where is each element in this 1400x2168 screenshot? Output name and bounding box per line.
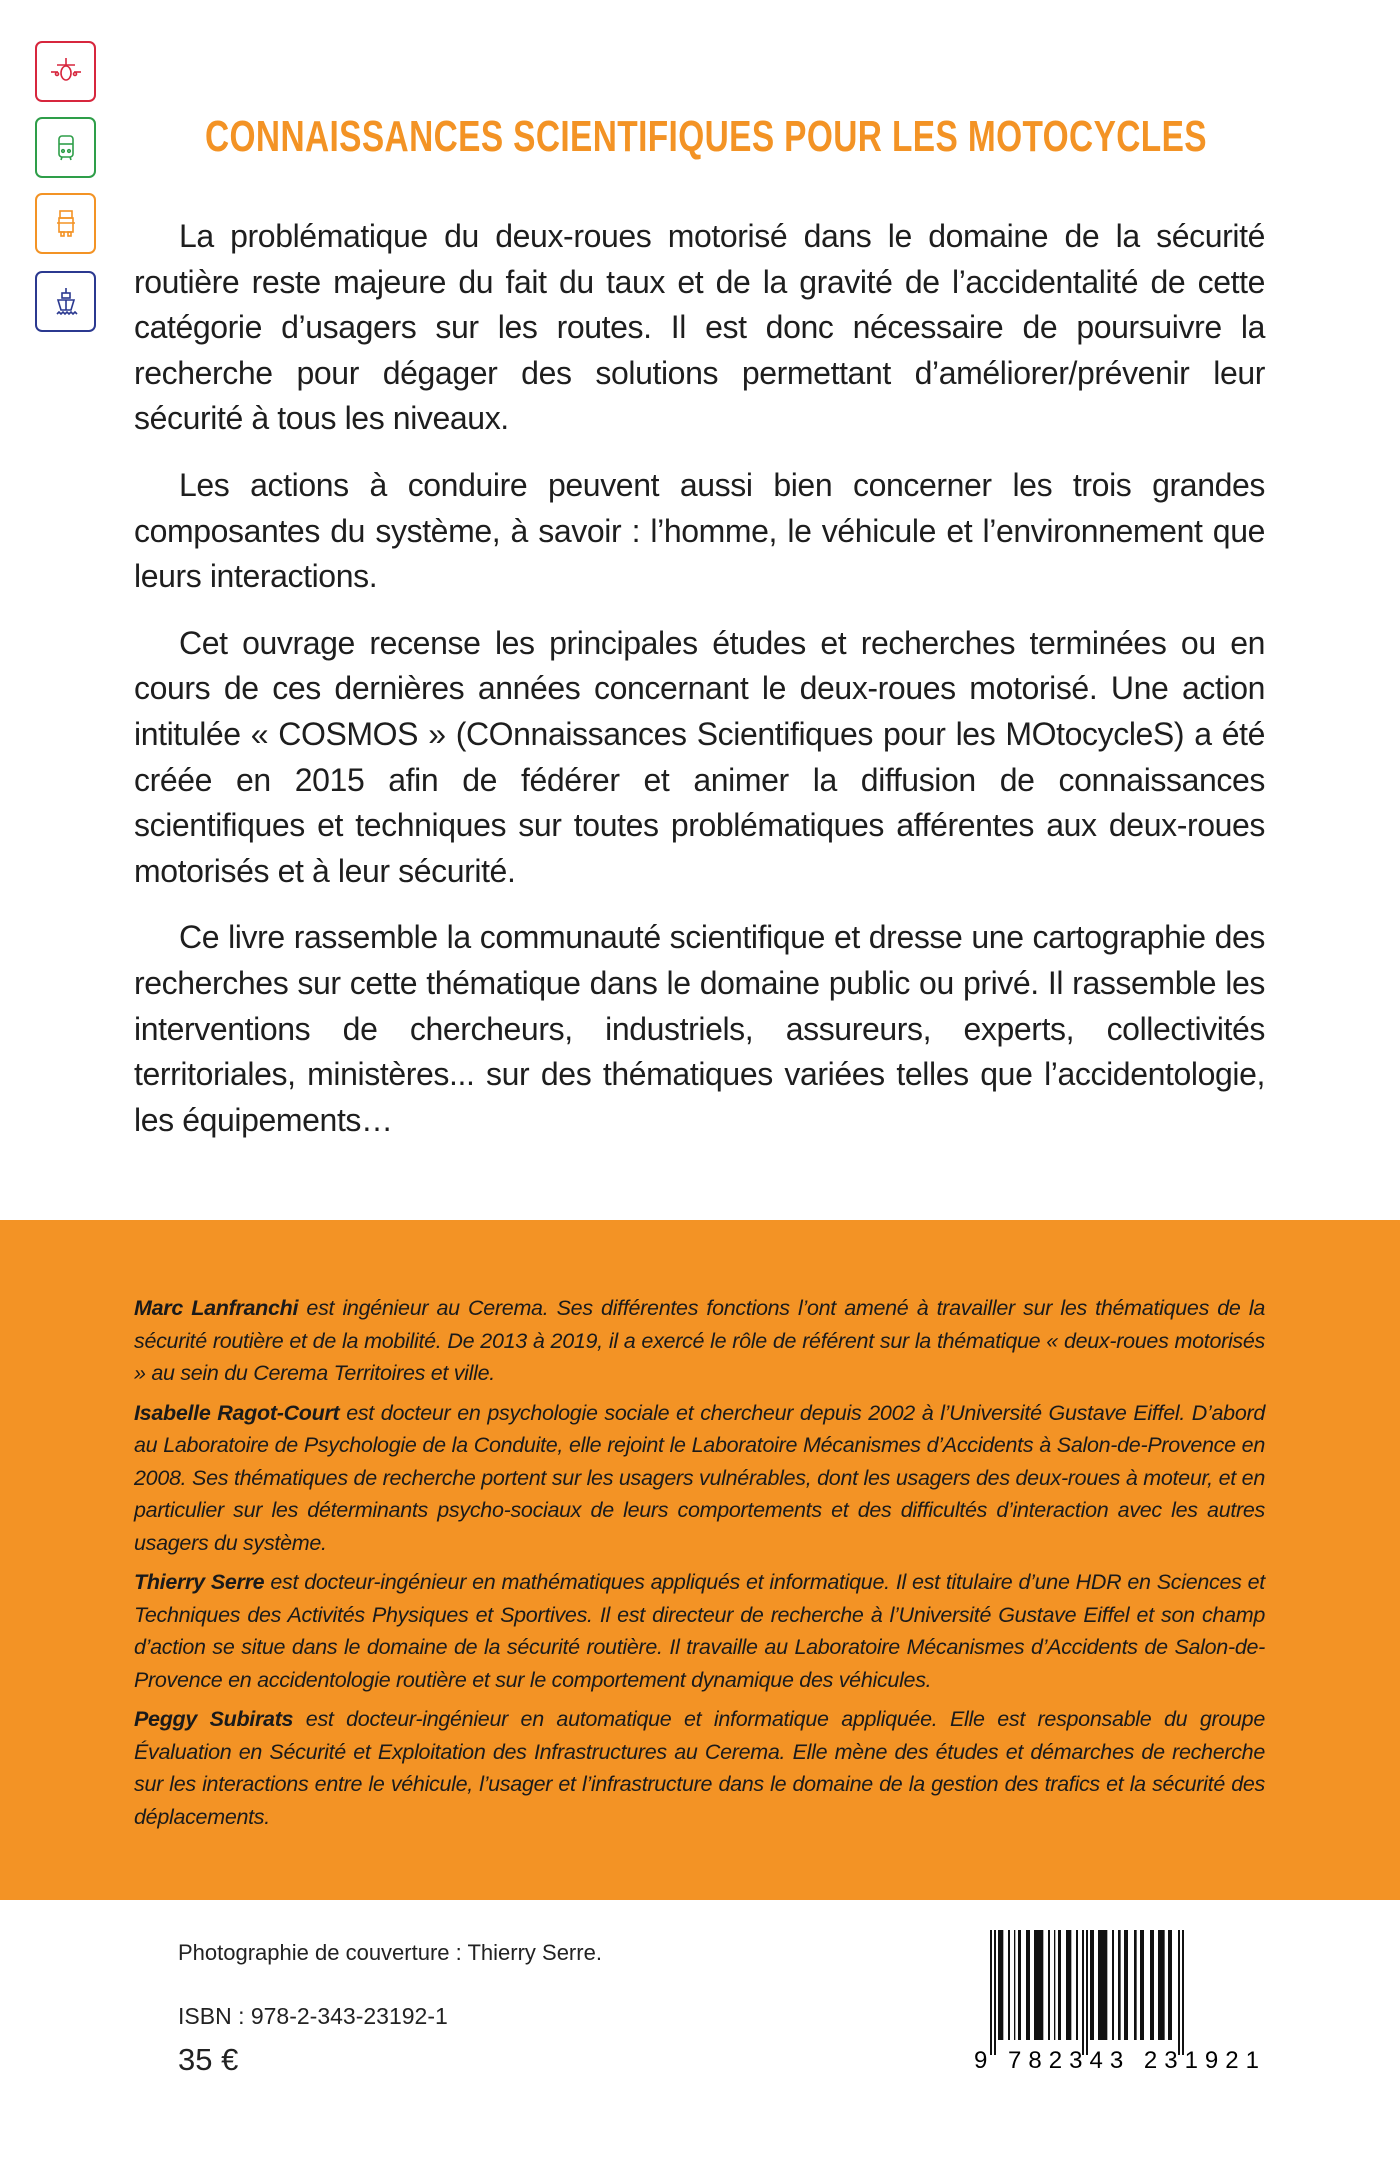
barcode-bar	[1058, 1930, 1061, 2040]
author-name: Marc Lanfranchi	[134, 1296, 299, 1320]
barcode-bar	[1066, 1930, 1071, 2040]
blurb-paragraph: La problématique du deux-roues motorisé dans le domaine de la sécurité routière reste majeure du fait du taux et de la gravité de l’accidentalité de cette catégorie d’usagers sur les routes. Il est donc nécessaire de poursuivre la recherche pour dégager des solutions permettant d’améliorer/prévenir leur sécurité à tous les niveaux.	[134, 218, 1265, 437]
author-bio-text: est docteur-ingénieur en automatique et informatique appliquée. Elle est responsable du groupe Évaluation en Sécurité et Exploitation des Infrastructures au Cerema. Elle mène des études et démarches de recherche sur les interactions entre le véhicule, l’usager et l’infrastructure dans le domaine de la gestion des trafics et la sécurité des déplacements.	[134, 1707, 1265, 1829]
photo-credit: Photographie de couverture : Thierry Serre.	[178, 1940, 602, 1965]
barcode	[972, 1930, 1264, 2070]
barcode-bar	[998, 1930, 1003, 2040]
barcode-bar	[1168, 1930, 1172, 2040]
price: 35 €	[178, 2042, 239, 2077]
barcode-bar	[1182, 1930, 1184, 2055]
author-bios	[134, 1292, 1265, 1840]
barcode-bar	[994, 1930, 996, 2055]
authors-band	[0, 1220, 1400, 1900]
barcode-bar	[1134, 1930, 1137, 2040]
barcode-bar	[1014, 1930, 1015, 2040]
train-icon	[49, 131, 83, 165]
author-name: Peggy Subirats	[134, 1707, 294, 1731]
barcode-bar	[1008, 1930, 1010, 2040]
author-bio-text: est docteur en psychologie sociale et chercheur depuis 2002 à l’Université Gustave Eiffel. D’abord au Laboratoire de Psychologie de la Conduite, elle rejoint le Laboratoire Mécanismes d’Accidents à Salon-de-Provence en 2008. Ses thématiques de recherche portent sur les usagers vulnérables, dont les usagers des deux-roues à moteur, et en particulier sur les déterminants psycho-sociaux de leurs comportements et des difficultés d’interaction avec les autres usagers du système.	[134, 1400, 1266, 1555]
airplane-icon-box	[35, 41, 96, 102]
isbn: ISBN : 978-2-343-23192-1	[178, 2003, 448, 2029]
author-bio-text: est ingénieur au Cerema. Ses différentes fonctions l’ont amené à travailler sur les thématiques de la sécurité routière et de la mobilité. De 2013 à 2019, il a exercé le rôle de référent sur la thématique « deux-roues motorisés » au sein du Cerema Territoires et ville.	[134, 1296, 1265, 1385]
blurb-paragraph: Cet ouvrage recense les principales études et recherches terminées ou en cours de ces dernières années concernant le deux-roues motorisé. Une action intitulée « COSMOS » (COnnaissances Scientifiques pour les MOtocycleS) a été créée en 2015 afin de fédérer et animer la diffusion de connaissances scientifiques et techniques sur toutes problématiques afférentes aux deux-roues motorisés et à leur sécurité.	[134, 624, 1265, 889]
barcode-bar	[1048, 1930, 1050, 2040]
blurb	[134, 214, 1265, 1164]
ship-icon	[49, 285, 83, 319]
barcode-bar	[1038, 1930, 1043, 2040]
barcode-bar	[1090, 1930, 1094, 2040]
blurb-paragraph: Les actions à conduire peuvent aussi bien concerner les trois grandes composantes du système, à savoir : l’homme, le véhicule et l’environnement que leurs interactions.	[134, 466, 1265, 595]
author-bio	[134, 1703, 1265, 1833]
train-icon-box	[35, 117, 96, 178]
barcode-bar	[1076, 1930, 1078, 2040]
truck-icon-box	[35, 193, 96, 254]
airplane-icon	[49, 55, 83, 89]
barcode-bar	[1018, 1930, 1021, 2040]
author-name: Isabelle Ragot-Court	[134, 1400, 340, 1425]
barcode-bar	[1112, 1930, 1114, 2040]
barcode-bar	[1102, 1930, 1107, 2040]
author-bio	[134, 1397, 1265, 1560]
author-bio	[134, 1566, 1265, 1696]
barcode-bar	[1124, 1930, 1128, 2040]
barcode-bar	[1150, 1930, 1154, 2040]
book-title: CONNAISSANCES SCIENTIFIQUES POUR LES MOTOCYCLES	[205, 112, 1207, 161]
ship-icon-box	[35, 271, 96, 332]
barcode-bar	[1178, 1930, 1180, 2055]
barcode-digits: 9 782343 231921	[974, 2047, 1259, 2070]
author-name: Thierry Serre	[134, 1570, 265, 1594]
barcode-bar	[990, 1930, 992, 2055]
blurb-paragraph: Ce livre rassemble la communauté scientifique et dresse une cartographie des recherches sur cette thématique dans le domaine public ou privé. Il rassemble les interventions de chercheurs, industriels, assureurs, experts, collectivités territoriales, ministères... sur des thématiques variées telles que l’accidentologie, les équipements…	[134, 919, 1265, 1138]
author-bio	[134, 1292, 1265, 1390]
barcode-bar	[1082, 1930, 1084, 2055]
barcode-bar	[1026, 1930, 1030, 2040]
barcode-bar	[1140, 1930, 1144, 2040]
truck-icon	[49, 207, 83, 241]
author-bio-text: est docteur-ingénieur en mathématiques appliqués et informatique. Il est titulaire d’une HDR en Sciences et Techniques des Activités Physiques et Sportives. Il est directeur de recherche à l’Université Gustave Eiffel et son champ d’action se situe dans le domaine de la sécurité routière. Il travaille au Laboratoire Mécanismes d’Accidents de Salon-de-Provence en accidentologie routière et sur le comportement dynamique des véhicules.	[134, 1570, 1265, 1692]
barcode-bar	[1118, 1930, 1121, 2040]
barcode-bar	[1162, 1930, 1165, 2040]
barcode-bar	[1086, 1930, 1088, 2055]
barcode-bar	[1054, 1930, 1055, 2040]
